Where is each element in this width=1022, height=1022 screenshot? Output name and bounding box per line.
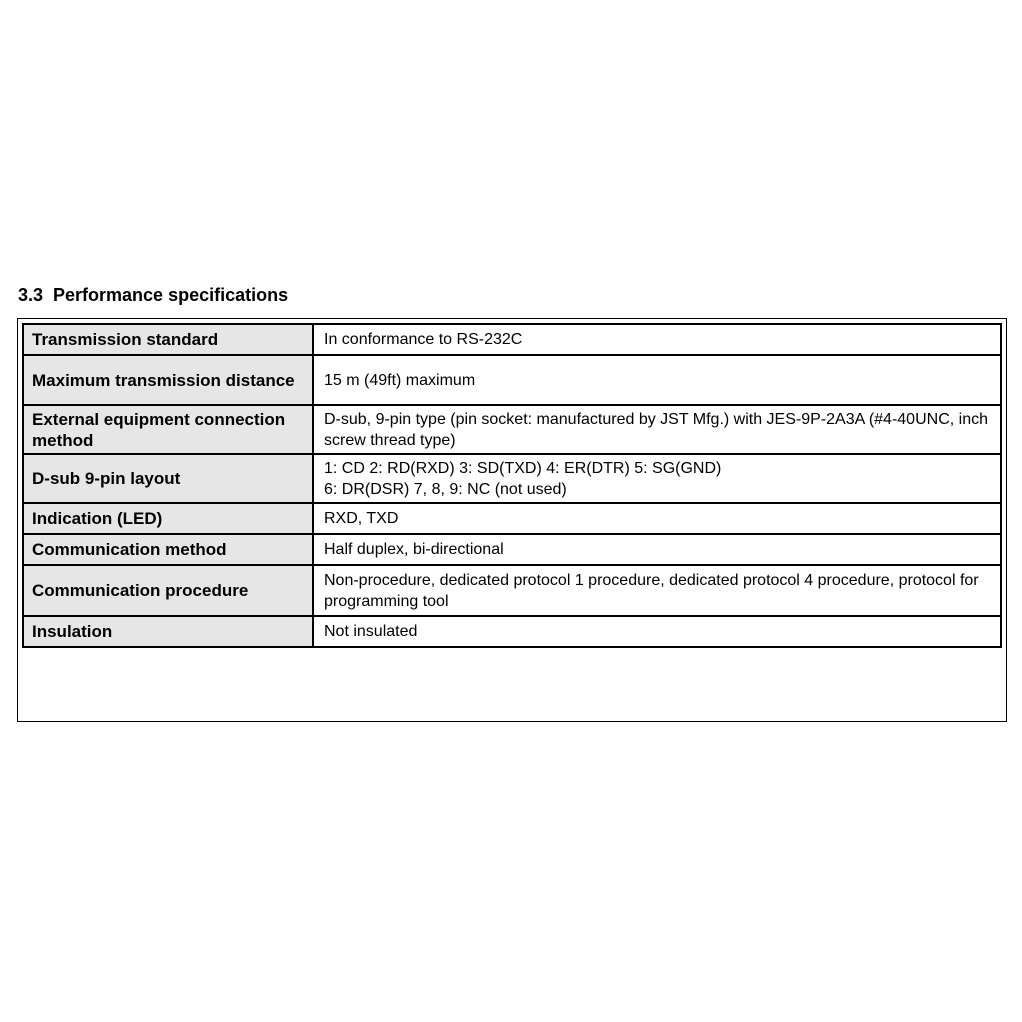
spec-value-max-transmission-distance: 15 m (49ft) maximum [313,355,1001,405]
table-row [23,534,1001,565]
spec-label-dsub-pin-layout: D-sub 9-pin layout [23,454,313,503]
spec-label-indication-led: Indication (LED) [23,503,313,534]
section-title: 3.3 Performance specifications [18,285,289,305]
table-row [23,405,1001,454]
spec-label-transmission-standard: Transmission standard [23,324,313,355]
spec-label-insulation: Insulation [23,616,313,647]
spec-value-insulation: Not insulated [313,616,1001,647]
spec-label-communication-method: Communication method [23,534,313,565]
spec-label-max-transmission-distance: Maximum transmission distance [23,355,313,405]
spec-label-communication-procedure: Communication procedure [23,565,313,616]
table-row [23,503,1001,534]
table-row [23,355,1001,405]
spec-value-communication-method: Half duplex, bi-directional [313,534,1001,565]
spec-label-external-connection-method: External equipment connection method [23,405,313,454]
spec-value-indication-led: RXD, TXD [313,503,1001,534]
spec-value-dsub-pin-layout: 1: CD 2: RD(RXD) 3: SD(TXD) 4: ER(DTR) 5: SG(GND) 6: DR(DSR) 7, 8, 9: NC (not used) [313,454,1001,503]
spec-value-external-connection-method: D-sub, 9-pin type (pin socket: manufactured by JST Mfg.) with JES-9P-2A3A (#4-40UNC, inch screw thread type) [313,405,1001,454]
table-row [23,565,1001,616]
spec-table-frame [17,318,1007,722]
spec-value-communication-procedure: Non-procedure, dedicated protocol 1 procedure, dedicated protocol 4 procedure, protocol for programming tool [313,565,1001,616]
table-row [23,616,1001,647]
table-row [23,324,1001,355]
spec-value-transmission-standard: In conformance to RS-232C [313,324,1001,355]
table-row [23,454,1001,503]
performance-spec-table [22,323,1002,648]
